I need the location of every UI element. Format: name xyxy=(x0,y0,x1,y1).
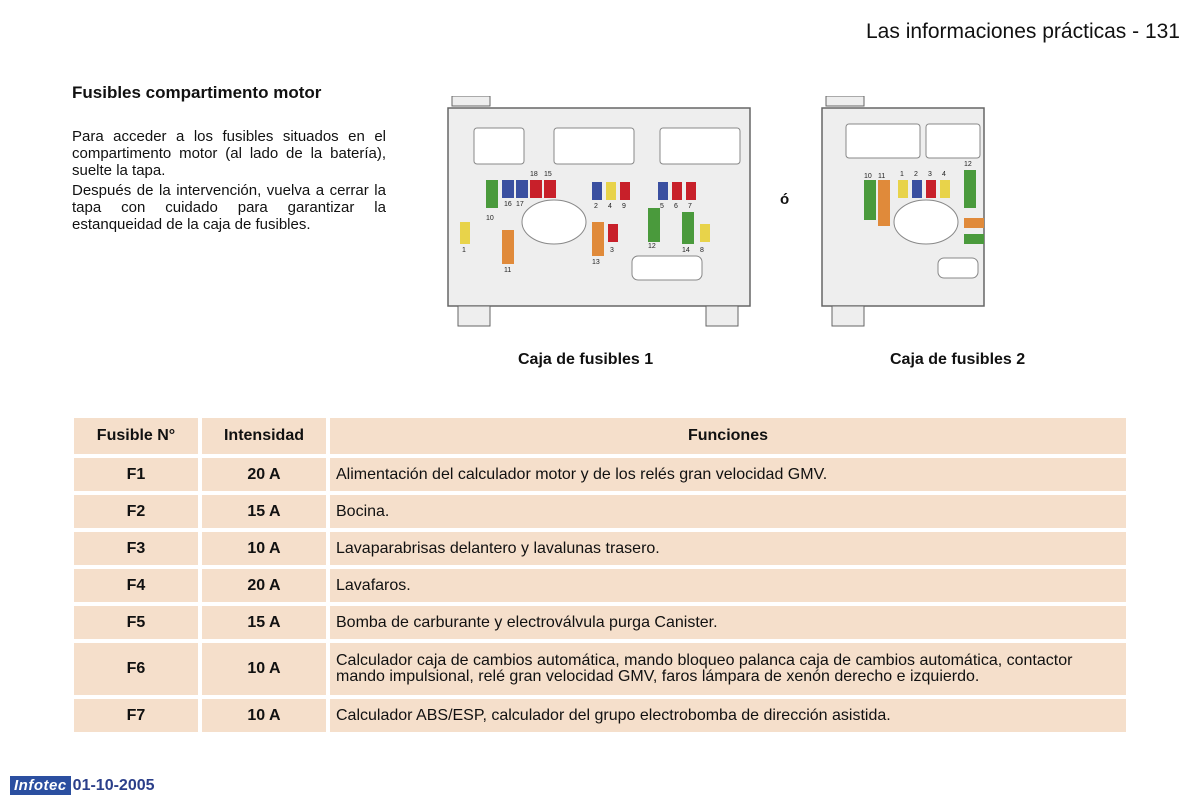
table-row xyxy=(74,569,1126,602)
fuse-function: Lavafaros. xyxy=(330,569,1126,602)
svg-text:4: 4 xyxy=(608,203,612,210)
svg-text:4: 4 xyxy=(942,171,946,178)
table-row xyxy=(74,532,1126,565)
table-row xyxy=(74,643,1126,695)
table-header-row xyxy=(74,418,1126,454)
svg-text:12: 12 xyxy=(648,243,656,250)
or-label: ó xyxy=(780,191,790,208)
fuse-function: Alimentación del calculador motor y de los relés gran velocidad GMV. xyxy=(330,458,1126,491)
svg-text:9: 9 xyxy=(622,203,626,210)
svg-text:10: 10 xyxy=(864,173,872,180)
fuse-box-2-caption: Caja de fusibles 2 xyxy=(890,351,1026,368)
svg-text:7: 7 xyxy=(688,203,692,210)
svg-text:16: 16 xyxy=(504,201,512,208)
svg-text:1: 1 xyxy=(900,171,904,178)
svg-text:11: 11 xyxy=(878,173,886,180)
fuse-box-1-caption: Caja de fusibles 1 xyxy=(518,351,654,368)
infotec-logo: Infotec xyxy=(10,776,71,795)
svg-text:5: 5 xyxy=(660,203,664,210)
svg-text:12: 12 xyxy=(964,161,972,168)
table-row xyxy=(74,699,1126,732)
svg-text:15: 15 xyxy=(544,171,552,178)
svg-text:11: 11 xyxy=(504,267,512,274)
footer-date: 01-10-2005 xyxy=(72,776,155,794)
svg-text:1: 1 xyxy=(462,247,466,254)
column-header-fuse: Fusible N° xyxy=(74,418,198,454)
svg-text:14: 14 xyxy=(682,247,690,254)
table-row xyxy=(74,606,1126,639)
fuse-intensity: 10 A xyxy=(202,643,326,695)
svg-text:3: 3 xyxy=(610,247,614,254)
fuse-number: F1 xyxy=(74,458,198,491)
svg-text:2: 2 xyxy=(594,203,598,210)
closing-paragraph: Después de la intervención, vuelva a cerrar la tapa con cuidado para garantizar la estanqueidad de la caja de fusibles. xyxy=(72,182,386,233)
fuse-intensity: 20 A xyxy=(202,569,326,602)
fuse-function: Calculador caja de cambios automática, mando bloqueo palanca caja de cambios automática, contactor mando impulsional, relé gran velocidad GMV, faros lámpara de xenón derecho e izquierdo. xyxy=(330,643,1126,695)
fuse-function: Calculador ABS/ESP, calculador del grupo electrobomba de dirección asistida. xyxy=(330,699,1126,732)
fuse-intensity: 20 A xyxy=(202,458,326,491)
fuse-intensity: 15 A xyxy=(202,495,326,528)
fuse-function: Bocina. xyxy=(330,495,1126,528)
svg-text:13: 13 xyxy=(592,259,600,266)
fuse-number: F2 xyxy=(74,495,198,528)
fuse-number: F5 xyxy=(74,606,198,639)
svg-text:3: 3 xyxy=(928,171,932,178)
svg-text:18: 18 xyxy=(530,171,538,178)
svg-text:10: 10 xyxy=(486,215,494,222)
svg-text:2: 2 xyxy=(914,171,918,178)
fuse-intensity: 10 A xyxy=(202,699,326,732)
fuse-intensity: 15 A xyxy=(202,606,326,639)
fuse-box-2-diagram xyxy=(818,96,986,332)
svg-text:8: 8 xyxy=(700,247,704,254)
fuse-number: F6 xyxy=(74,643,198,695)
fuse-function: Bomba de carburante y electroválvula purga Canister. xyxy=(330,606,1126,639)
fuse-number: F7 xyxy=(74,699,198,732)
fuse-table xyxy=(70,414,1130,736)
section-title: Fusibles compartimento motor xyxy=(72,83,322,102)
fuse-number: F3 xyxy=(74,532,198,565)
intro-paragraph: Para acceder a los fusibles situados en el compartimento motor (al lado de la batería), suelte la tapa. xyxy=(72,128,386,179)
column-header-functions: Funciones xyxy=(330,418,1126,454)
fuse-intensity: 10 A xyxy=(202,532,326,565)
fuse-box-1-diagram xyxy=(444,96,754,332)
svg-text:6: 6 xyxy=(674,203,678,210)
table-row xyxy=(74,495,1126,528)
svg-text:17: 17 xyxy=(516,201,524,208)
fuse-function: Lavaparabrisas delantero y lavalunas trasero. xyxy=(330,532,1126,565)
fuse-number: F4 xyxy=(74,569,198,602)
table-row xyxy=(74,458,1126,491)
column-header-intensity: Intensidad xyxy=(202,418,326,454)
page-header: Las informaciones prácticas - 131 xyxy=(866,20,1180,43)
footer xyxy=(10,776,155,795)
